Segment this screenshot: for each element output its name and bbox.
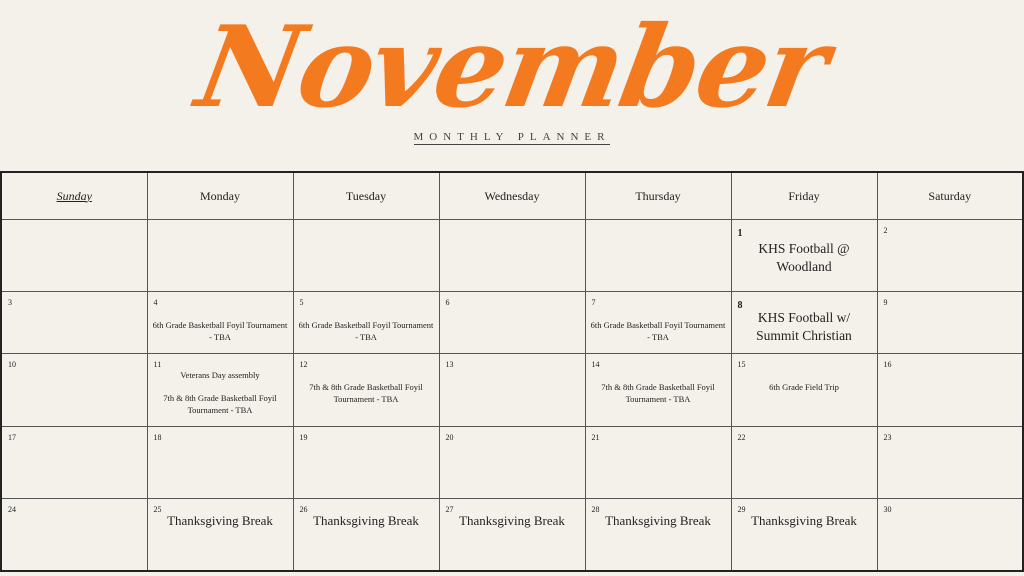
day-number: 20 [445,433,454,442]
week-row-2 [1,292,1023,354]
day-number: 18 [153,433,162,442]
calendar-event: KHS Football @ Woodland [758,241,850,274]
calendar-event: 6th Grade Basketball Foyil Tournament - TBA [152,320,288,342]
day-cell [731,427,877,499]
weekday-header-sunday: Sunday [1,172,147,220]
calendar-event: 6th Grade Basketball Foyil Tournament - TBA [590,320,726,342]
page-title: November [188,2,836,133]
day-number: 13 [445,360,454,369]
weekday-header-row [1,172,1023,220]
day-cell [731,220,877,292]
day-number: 28 [591,505,600,514]
day-cell [585,427,731,499]
page-subtitle [0,131,1024,143]
day-cell-empty [1,220,147,292]
day-number: 25 [153,505,162,514]
day-number: 17 [8,433,16,442]
day-number: 12 [299,360,308,369]
day-cell [147,292,293,354]
day-cell [731,354,877,427]
day-number: 3 [8,298,12,307]
day-number: 7 [591,298,596,307]
day-number: 2 [883,226,888,235]
calendar-event: 7th & 8th Grade Basketball Foyil Tournament - TBA [309,382,423,404]
calendar-event: Thanksgiving Break [167,513,273,528]
weekday-header-wednesday: Wednesday [439,172,585,220]
day-cell [1,427,147,499]
day-number: 27 [445,505,454,514]
day-cell [439,292,585,354]
week-row-5 [1,499,1023,572]
day-cell [877,499,1023,572]
weekday-header-friday: Friday [731,172,877,220]
calendar-event: Veterans Day assembly [180,370,260,380]
day-number: 10 [8,360,16,369]
day-cell [731,292,877,354]
day-cell [731,499,877,572]
day-number: 29 [737,505,746,514]
day-number: 5 [299,298,304,307]
weekday-header-tuesday: Tuesday [293,172,439,220]
day-cell [293,354,439,427]
calendar-event: Thanksgiving Break [313,513,419,528]
day-cell [877,292,1023,354]
day-cell [439,427,585,499]
day-cell-empty [585,220,731,292]
day-number: 4 [153,298,158,307]
day-cell [293,427,439,499]
calendar-event: 6th Grade Field Trip [769,382,839,392]
day-number: 23 [883,433,892,442]
calendar-event: 7th & 8th Grade Basketball Foyil Tournament - TBA [163,393,277,415]
day-number: 24 [8,505,16,514]
day-number: 1 [737,228,743,239]
calendar-event: Thanksgiving Break [605,513,711,528]
weekday-header-monday: Monday [147,172,293,220]
day-number: 26 [299,505,308,514]
calendar-grid [0,171,1024,572]
day-number: 9 [883,298,888,307]
day-number: 30 [883,505,892,514]
weekday-header-thursday: Thursday [585,172,731,220]
calendar-event: Thanksgiving Break [751,513,857,528]
day-number: 8 [737,300,743,311]
day-cell [293,499,439,572]
day-cell [1,292,147,354]
calendar-event: Thanksgiving Break [459,513,565,528]
day-number: 14 [591,360,600,369]
day-cell [1,499,147,572]
day-number: 19 [299,433,308,442]
day-cell [585,292,731,354]
day-cell [1,354,147,427]
day-number: 22 [737,433,746,442]
day-cell-empty [293,220,439,292]
day-number: 21 [591,433,600,442]
week-row-4 [1,427,1023,499]
day-cell [877,427,1023,499]
week-row-1 [1,220,1023,292]
week-row-3 [1,354,1023,427]
day-cell [585,499,731,572]
day-cell-empty [147,220,293,292]
calendar-event: 6th Grade Basketball Foyil Tournament - TBA [298,320,434,342]
calendar-event: KHS Football w/ Summit Christian [756,310,852,343]
day-number: 6 [445,298,450,307]
calendar-event: 7th & 8th Grade Basketball Foyil Tournament - TBA [601,382,715,404]
day-cell [439,499,585,572]
day-cell-empty [439,220,585,292]
day-cell [293,292,439,354]
day-cell [147,499,293,572]
day-cell [439,354,585,427]
day-cell [585,354,731,427]
day-cell [147,427,293,499]
day-cell [877,220,1023,292]
day-number: 11 [153,360,162,369]
day-cell [147,354,293,427]
day-number: 15 [737,360,746,369]
day-number: 16 [883,360,892,369]
weekday-header-saturday: Saturday [877,172,1023,220]
day-cell [877,354,1023,427]
subtitle-text: MONTHLY PLANNER [413,131,611,143]
